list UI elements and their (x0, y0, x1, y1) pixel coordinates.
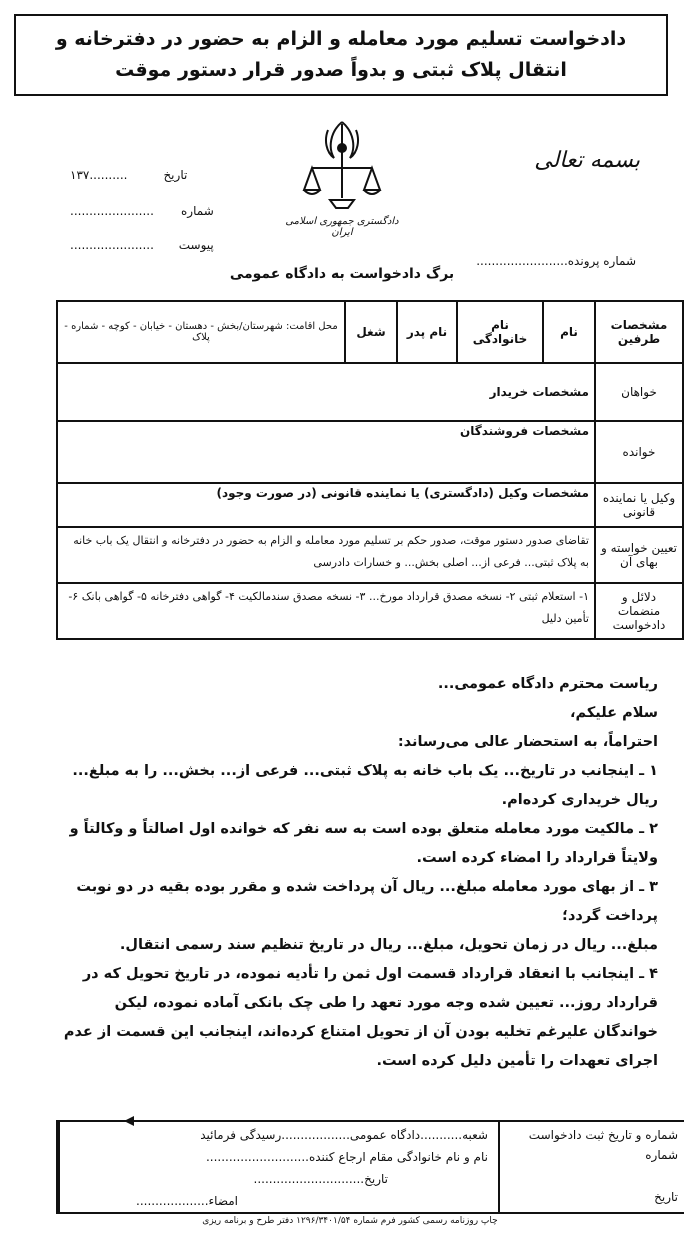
row-content: مشخصات خریدار (57, 363, 595, 421)
attachment-field (70, 238, 214, 252)
signature: امضاء................... (136, 1194, 238, 1208)
title-line-2: انتقال پلاک ثبتی و بدواً صدور قرار دستور موقت (115, 59, 567, 81)
row-label: وکیل یا نماینده قانونی (595, 483, 683, 527)
date-label: تاریخ (163, 168, 188, 182)
table-row (57, 527, 683, 583)
emblem-icon (300, 118, 384, 228)
col-first-name: نام (543, 301, 595, 363)
paragraph-3b: مبلغ... ریال در زمان تحویل، مبلغ... ریال در تاریخ تنظیم سند رسمی انتقال. (119, 937, 658, 953)
paragraph-1: ۱ ـ اینجانب در تاریخ... یک باب خانه به پلاک ثبتی... فرعی از... بخش... را به مبلغ... ریال خریداری کرده‌ام. (72, 763, 658, 808)
paragraph-4: ۴ ـ اینجانب با انعقاد قرارداد قسمت اول ثمن را تأدیه نموده، در تاریخ تحویل که در قرارداد روز... تعیین شده وجه مورد تعهد را طی چک بانکی آماده نموده، لیکن خواندگان علیرغم تخلیه بودن آن از تحویل امتناع کرده‌اند، اینجانب این قسمت از عدم اجرای تعهدات را تأمین دلیل کرده است. (63, 966, 658, 1069)
row-label: تعیین خواسته و بهای آن (595, 527, 683, 583)
paragraph-2: ۲ ـ مالکیت مورد معامله متعلق بوده است به سه نفر که خوانده اول اصالتاً و وکالتاً و ولایتاً قرارداد را امضاء کرده است. (69, 821, 658, 866)
referral-cell (58, 1122, 498, 1212)
col-last-name: نام خانوادگی (457, 301, 543, 363)
table-row (57, 583, 683, 639)
header-label: مشخصات طرفین (595, 301, 683, 363)
registration-cell (498, 1122, 684, 1212)
col-job: شغل (345, 301, 397, 363)
court-line: برگ دادخواست به دادگاه عمومی (229, 266, 455, 282)
table-row (57, 363, 683, 421)
footer: چاپ روزنامه رسمی کشور فرم شماره ۱۲۹۶/۳۴۰۱/۵۴ دفتر طرح و برنامه ریزی (202, 1216, 498, 1226)
registration-date: تاریخ (654, 1190, 678, 1204)
number-field (70, 204, 214, 218)
registration-number: شماره (645, 1148, 678, 1162)
col-address: محل اقامت: شهرستان/بخش - دهستان - خیابان - کوچه - شماره - پلاک (57, 301, 345, 363)
table-header-row (57, 301, 683, 363)
registration-box (56, 1120, 684, 1214)
referrer-text: نام و نام خانوادگی مقام ارجاع کننده........................... (205, 1150, 488, 1164)
table-row (57, 421, 683, 483)
table-row (57, 483, 683, 527)
referral-date: تاریخ............................. (253, 1172, 388, 1186)
greeting: سلام علیکم، (570, 705, 658, 721)
number-value: ...................... (70, 204, 154, 218)
row-label: دلائل و منضمات دادخواست (595, 583, 683, 639)
row-content: مشخصات وکیل (دادگستری) یا نماینده قانونی (در صورت وجود) (57, 483, 595, 527)
row-label: خواهان (595, 363, 683, 421)
intro: احتراماً، به استحضار عالی می‌رساند: (397, 734, 658, 750)
emblem-caption: دادگستری جمهوری اسلامی ایران (285, 216, 399, 238)
row-label: خوانده (595, 421, 683, 483)
paragraph-3: ۳ ـ از بهای مورد معامله مبلغ... ریال آن پرداخت شده و مقرر بوده بقیه در دو نوبت پرداخت گردد؛ (76, 879, 658, 924)
title-line-1: دادخواست تسلیم مورد معامله و الزام به حضور در دفترخانه و (55, 28, 627, 50)
date-field (70, 168, 187, 182)
col-father-name: نام پدر (397, 301, 457, 363)
date-value: ..........۱۳۷ (70, 168, 128, 182)
row-content: تقاضای صدور دستور موقت، صدور حکم بر تسلیم مورد معامله و الزام به حضور در دفترخانه و انتقال یک باب خانه به پلاک ثبتی... فرعی از... اصلی بخش... و خسارات دادرسی (57, 527, 595, 583)
form-title (14, 14, 668, 96)
row-content: مشخصات فروشندگان (57, 421, 595, 483)
parties-table (56, 300, 684, 640)
attachment-label: پیوست (178, 238, 214, 252)
invocation: بسمه تعالی (534, 148, 640, 173)
petition-body (62, 670, 658, 1076)
number-label: شماره (181, 204, 214, 218)
attachment-value: ...................... (70, 238, 154, 252)
case-number: شماره پرونده........................ (476, 254, 636, 268)
salutation: ریاست محترم دادگاه عمومی... (437, 676, 658, 692)
referral-text: شعبه...........دادگاه عمومی..................رسیدگی فرمائید (200, 1128, 488, 1142)
row-content: ۱- استعلام ثبتی ۲- نسخه مصدق قرارداد مورخ... ۳- نسخه مصدق سندمالکیت ۴- گواهی دفترخانه ۵- گواهی بانک ۶- تأمین دلیل (57, 583, 595, 639)
registration-label: شماره و تاریخ ثبت دادخواست (528, 1128, 678, 1142)
